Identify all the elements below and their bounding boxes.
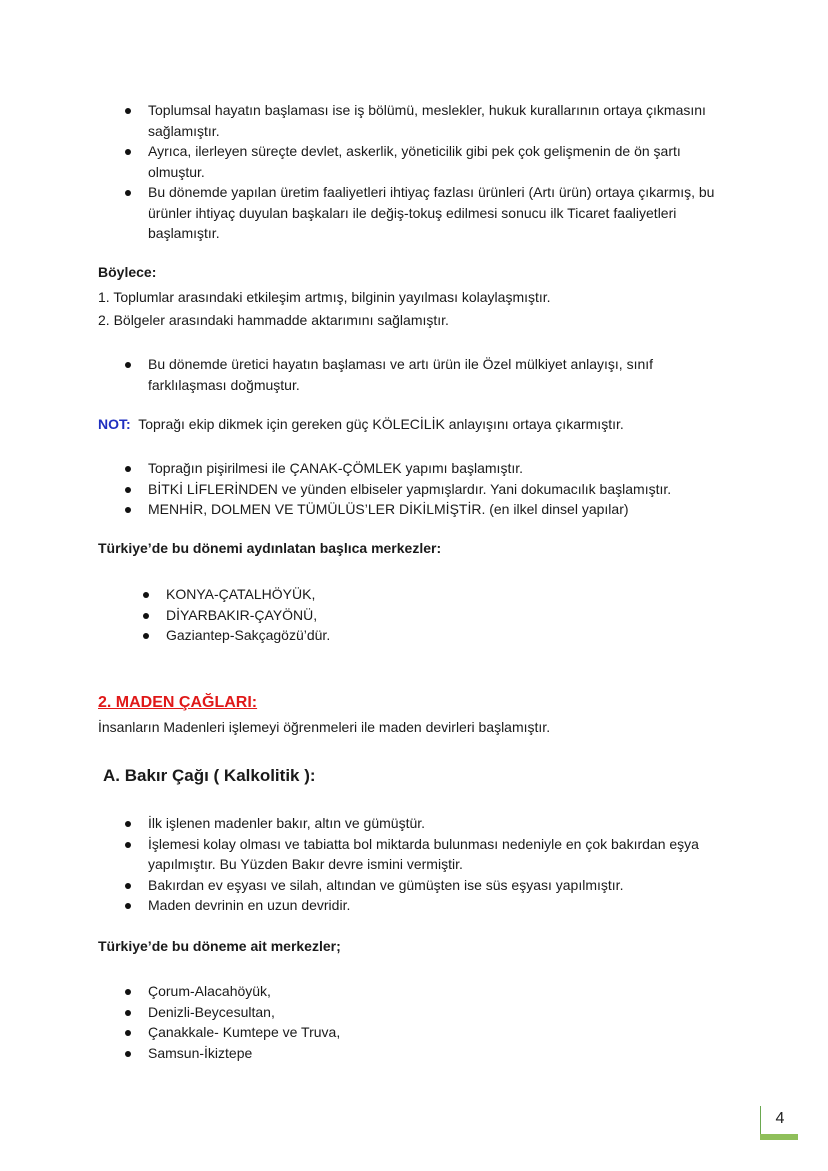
list-item: Bu dönemde üretici hayatın başlaması ve artı ürün ile Özel mülkiyet anlayışı, sınıf farklılaşması doğmuştur. — [148, 354, 728, 395]
list-item: Denizli-Beycesultan, — [148, 1002, 548, 1023]
bullet-icon — [125, 507, 131, 513]
list-item: KONYA-ÇATALHÖYÜK, — [166, 584, 566, 605]
note-paragraph — [98, 414, 624, 435]
bullet-icon — [125, 821, 131, 827]
turkiye-bakir-centers-heading: Türkiye’de bu döneme ait merkezler; — [98, 938, 341, 954]
note-text: Toprağı ekip dikmek için gereken güç KÖLECİLİK anlayışını ortaya çıkarmıştır. — [138, 416, 624, 432]
list-item: Çorum-Alacahöyük, — [148, 981, 548, 1002]
list-item: Bakırdan ev eşyası ve silah, altından ve gümüşten ise süs eşyası yapılmıştır. — [148, 875, 728, 896]
bullet-icon — [125, 149, 131, 155]
list-item: Ayrıca, ilerleyen süreçte devlet, askerlik, yöneticilik gibi pek çok gelişmenin de ön şartı olmuştur. — [148, 141, 728, 182]
list-item: Çanakkale- Kumtepe ve Truva, — [148, 1022, 548, 1043]
bullet-icon — [125, 883, 131, 889]
bullet-icon — [125, 1030, 131, 1036]
intro-bullet-list — [148, 100, 728, 244]
list-item: Gaziantep-Sakçagözü’dür. — [166, 625, 566, 646]
list-item: İlk işlenen madenler bakır, altın ve gümüştür. — [148, 813, 728, 834]
bullet-icon — [125, 989, 131, 995]
list-item: Toplumsal hayatın başlaması ise iş bölümü, meslekler, hukuk kurallarının ortaya çıkmasını sağlamıştır. — [148, 100, 728, 141]
bullet-icon — [143, 613, 149, 619]
bullet-icon — [125, 487, 131, 493]
list-item: Samsun-İkiztepe — [148, 1043, 548, 1064]
turkiye-centers-heading: Türkiye’de bu dönemi aydınlatan başlıca merkezler: — [98, 540, 442, 556]
bullet-icon — [125, 466, 131, 472]
bullet-icon — [125, 362, 131, 368]
ownership-bullet-list — [148, 354, 728, 395]
list-item: DİYARBAKIR-ÇAYÖNÜ, — [166, 605, 566, 626]
list-item: Toprağın pişirilmesi ile ÇANAK-ÇÖMLEK yapımı başlamıştır. — [148, 458, 748, 479]
turkiye-centers-list — [166, 584, 566, 646]
bullet-icon — [125, 1010, 131, 1016]
section-heading-maden: 2. MADEN ÇAĞLARI: — [98, 694, 258, 711]
list-item: MENHİR, DOLMEN VE TÜMÜLÜS’LER DİKİLMİŞTİR. (en ilkel dinsel yapılar) — [148, 499, 748, 520]
list-item: Bu dönemde yapılan üretim faaliyetleri ihtiyaç fazlası ürünleri (Artı ürün) ortaya çıkarmış, bu ürünler ihtiyaç duyulan başkaları ile değiş-tokuş edilmesi sonucu ilk Ticaret faaliyetleri başlamıştır. — [148, 182, 728, 244]
bakir-bullet-list — [148, 813, 728, 916]
note-label: NOT: — [98, 416, 131, 432]
bullet-icon — [125, 1051, 131, 1057]
maden-intro: İnsanların Madenleri işlemeyi öğrenmeleri ile maden devirleri başlamıştır. — [98, 719, 551, 735]
boylece-heading: Böylece: — [98, 264, 157, 280]
boylece-item-1: 1. Toplumlar arasındaki etkileşim artmış, bilginin yayılması kolaylaşmıştır. — [98, 289, 551, 305]
craft-bullet-list — [148, 458, 748, 520]
bullet-icon — [143, 633, 149, 639]
bullet-icon — [125, 842, 131, 848]
page-number: 4 — [775, 1110, 785, 1127]
turkiye-bakir-centers-list — [148, 981, 548, 1063]
list-item: İşlemesi kolay olması ve tabiatta bol miktarda bulunması nedeniyle en çok bakırdan eşya yapılmıştır. Bu Yüzden Bakır devre ismini vermiştir. — [148, 834, 728, 875]
page-number-accent-bar — [760, 1134, 798, 1140]
bullet-icon — [143, 592, 149, 598]
bullet-icon — [125, 903, 131, 909]
list-item: Maden devrinin en uzun devridir. — [148, 895, 728, 916]
bullet-icon — [125, 190, 131, 196]
boylece-item-2: 2. Bölgeler arasındaki hammadde aktarımını sağlamıştır. — [98, 312, 449, 328]
list-item: BİTKİ LİFLERİNDEN ve yünden elbiseler yapmışlardır. Yani dokumacılık başlamıştır. — [148, 479, 748, 500]
subsection-heading-bakir: A. Bakır Çağı ( Kalkolitik ): — [103, 766, 316, 785]
bullet-icon — [125, 108, 131, 114]
